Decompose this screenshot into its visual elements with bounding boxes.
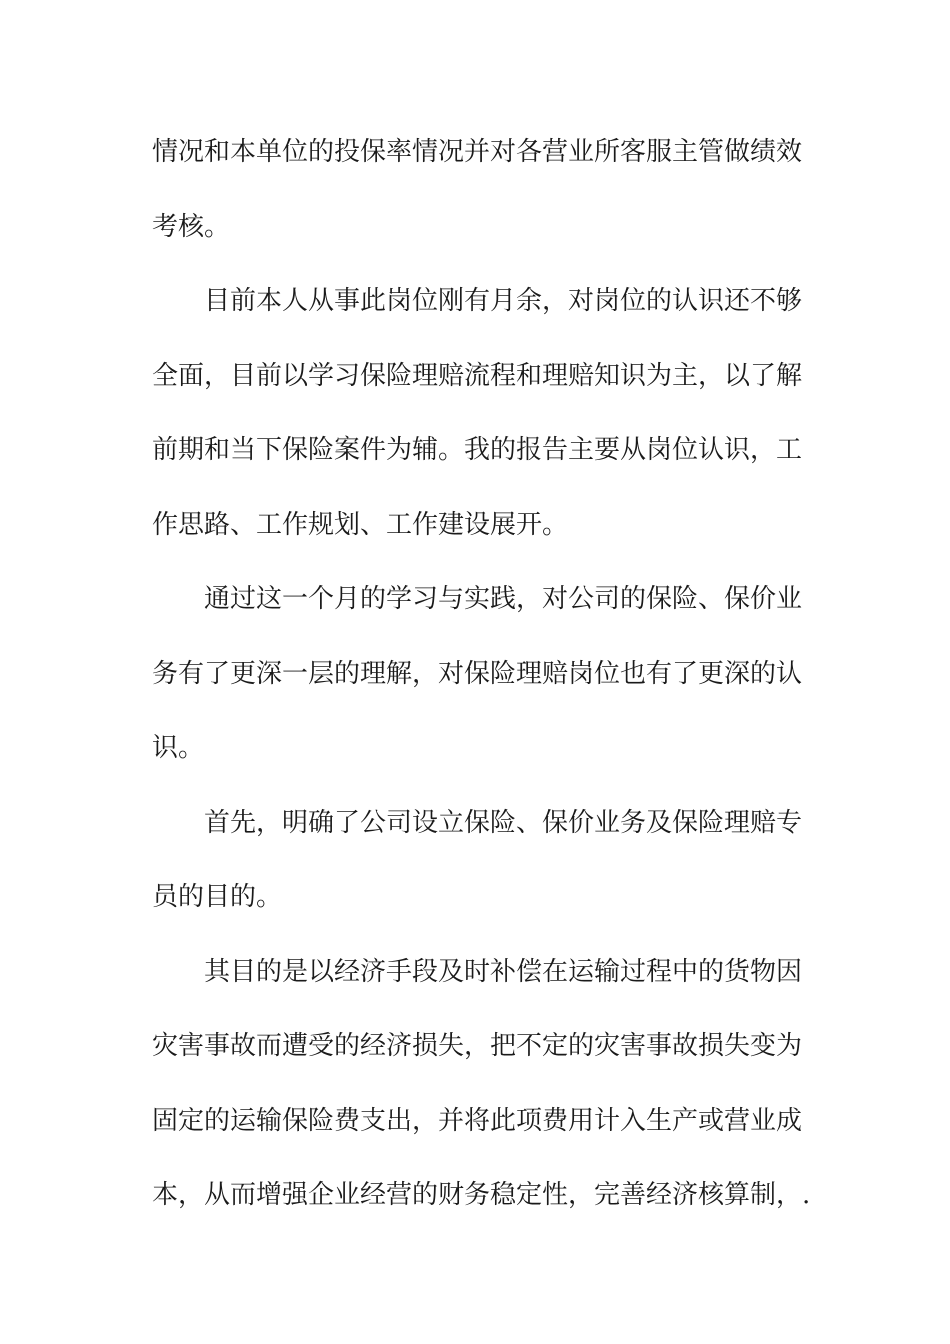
text-line: 识。 [152, 733, 205, 763]
text-line: 务有了更深一层的理解，对保险理赔岗位也有了更深的认 [152, 659, 803, 689]
text-line: 员的目的。 [152, 882, 283, 912]
paragraph-start-line: 通过这一个月的学习与实践，对公司的保险、保价业 [204, 584, 803, 614]
text-line: 灾害事故而遭受的经济损失，把不定的灾害事故损失变为 [152, 1031, 803, 1061]
paragraph-start-line: 其目的是以经济手段及时补偿在运输过程中的货物因 [204, 957, 803, 987]
text-line: 本，从而增强企业经营的财务稳定性，完善经济核算制，. [152, 1180, 811, 1210]
text-line: 固定的运输保险费支出，并将此项费用计入生产或营业成 [152, 1106, 803, 1136]
text-line: 全面，目前以学习保险理赔流程和理赔知识为主，以了解 [152, 361, 803, 391]
text-line: 情况和本单位的投保率情况并对各营业所客服主管做绩效 [152, 137, 803, 167]
paragraph-start-line: 首先，明确了公司设立保险、保价业务及保险理赔专 [204, 808, 803, 838]
paragraph-start-line: 目前本人从事此岗位刚有月余，对岗位的认识还不够 [204, 286, 803, 316]
text-line: 考核。 [152, 212, 231, 242]
text-line: 作思路、工作规划、工作建设展开。 [152, 510, 569, 540]
text-line: 前期和当下保险案件为辅。我的报告主要从岗位认识，工 [152, 435, 803, 465]
